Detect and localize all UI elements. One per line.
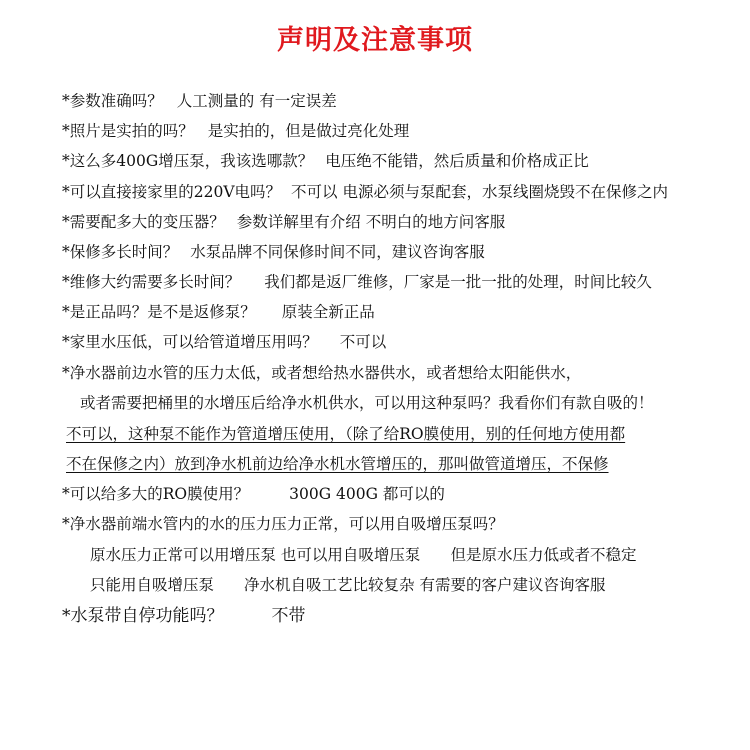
faq-answer: 不带: [271, 606, 306, 626]
faq-question: *需要配多大的变压器？: [62, 213, 225, 231]
faq-answer-part: 原水压力正常可以用增压泵 也可以用自吸增压泵: [90, 546, 421, 564]
faq-answer: 人工测量的 有一定误差: [176, 92, 337, 110]
faq-question: *维修大约需要多长时间？: [62, 273, 241, 291]
faq-line: *净水器前端水管内的水的压力压力正常，可以用自吸增压泵吗？: [62, 515, 504, 533]
faq-question: *是正品吗？是不是返修泵？: [62, 303, 256, 321]
faq-question: *这么多400G增压泵，我该选哪款？: [62, 152, 314, 170]
faq-line: [62, 212, 505, 232]
faq-answer: 是实拍的，但是做过亮化处理: [207, 122, 410, 140]
faq-line: [62, 484, 445, 504]
faq-line: [62, 332, 386, 352]
faq-line: [62, 151, 589, 171]
faq-question: *保修多长时间？: [62, 243, 179, 261]
faq-answer-part: 只能用自吸增压泵: [90, 576, 215, 594]
faq-answer-part: 但是原水压力低或者不稳定: [450, 546, 637, 564]
faq-line: [62, 302, 375, 322]
faq-line: [90, 575, 605, 595]
faq-line: [62, 121, 409, 141]
faq-answer: 我们都是返厂维修，厂家是一批一批的处理，时间比较久: [264, 273, 652, 291]
faq-question: *照片是实拍的吗？: [62, 122, 194, 140]
faq-question: *参数准确吗？: [62, 92, 163, 110]
faq-line: *净水器前边水管的压力太低，或者想给热水器供水，或者想给太阳能供水，: [62, 364, 582, 382]
faq-line: [62, 606, 306, 626]
faq-question: *可以给多大的RO膜使用？: [62, 485, 250, 503]
faq-question: *可以直接接家里的220V电吗？: [62, 183, 282, 201]
faq-answer: 不可以: [339, 333, 387, 351]
faq-line: [62, 91, 337, 111]
faq-line: 或者需要把桶里的水增压后给净水机供水，可以用这种泵吗？我看你们有款自吸的！: [80, 394, 654, 412]
faq-answer: 参数详解里有介绍 不明白的地方问客服: [236, 213, 506, 231]
faq-line-underlined: 不在保修之内）放到净水机前边给净水机水管增压的，那叫做管道增压，不保修: [66, 455, 609, 473]
faq-answer: 水泵品牌不同保修时间不同，建议咨询客服: [190, 243, 485, 261]
faq-answer: 不可以 电源必须与泵配套，水泵线圈烧毁不在保修之内: [291, 183, 668, 201]
faq-answer-part: 净水机自吸工艺比较复杂 有需要的客户建议咨询客服: [244, 576, 606, 594]
faq-line: [62, 182, 668, 202]
faq-line: [62, 272, 652, 292]
faq-answer: 电压绝不能错，然后质量和价格成正比: [325, 152, 589, 170]
faq-question: *水泵带自停功能吗？: [62, 606, 224, 626]
faq-line-underlined: 不可以，这种泵不能作为管道增压使用，（除了给RO膜使用，别的任何地方使用都: [66, 425, 626, 443]
faq-line: [90, 545, 636, 565]
faq-question: *家里水压低，可以给管道增压用吗？: [62, 333, 318, 351]
faq-answer: 原装全新正品: [281, 303, 375, 321]
faq-line: [62, 242, 485, 262]
faq-answer: 300G 400G 都可以的: [289, 485, 445, 503]
page-title: 声明及注意事项: [277, 25, 473, 56]
